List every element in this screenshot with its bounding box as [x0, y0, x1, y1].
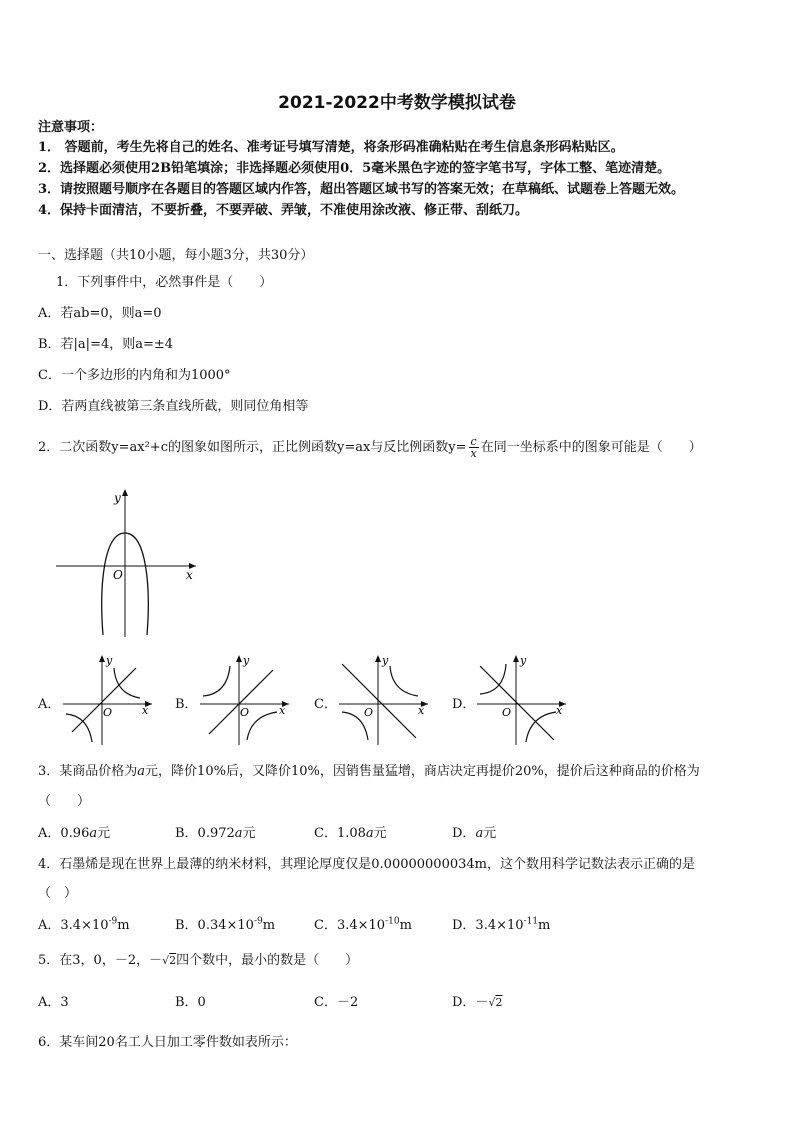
x-axis-label: x: [186, 568, 193, 582]
unit-m: m: [538, 918, 551, 933]
question-1-stem: 1．下列事件中，必然事件是（ ）: [56, 275, 273, 290]
notice-item: 3．请按照题号顺序在各题目的答题区域内作答，超出答题区域书写的答案无效；在草稿纸、试题卷上答题无效。: [38, 182, 685, 197]
origin-label: O: [502, 706, 512, 719]
unit-m: m: [399, 918, 412, 933]
fraction-denominator: x: [470, 447, 477, 460]
x-axis-label: x: [556, 704, 563, 717]
q3-stem-part-b: 元，降价10%后，又降价10%，因销售量猛增，商店决定再提价20%，提价后这种商品的价格为: [145, 764, 700, 779]
hyperbola-branch: [66, 714, 92, 742]
hyperbola-branch: [114, 668, 140, 698]
q5-option-c: C．－2: [314, 995, 359, 1010]
x-axis-label: x: [418, 704, 425, 717]
notice-item: 1． 答题前，考生先将自己的姓名、准考证号填写清楚，将条形码准确粘贴在考生信息条形码粘贴区。: [38, 140, 624, 155]
page-title: 2021-2022中考数学模拟试卷: [278, 93, 516, 113]
unit-yuan: 元: [483, 826, 497, 841]
variable-a: a: [475, 826, 484, 841]
y-axis-arrow: [236, 655, 242, 662]
y-axis-label: y: [106, 654, 113, 667]
origin-label: O: [240, 706, 250, 719]
section-heading: 一、选择题（共10小题，每小题3分，共30分）: [38, 248, 314, 263]
q4-option-d: [452, 914, 550, 933]
y-axis-label: y: [114, 491, 121, 505]
q4-option-c: [314, 914, 412, 933]
q3-stem-part-a: 3．某商品价格为: [38, 764, 138, 779]
y-axis-arrow: [513, 655, 519, 662]
q3-option-b: [175, 822, 256, 841]
question-6-stem: 6．某车间20名工人日加工零件数如表所示：: [38, 1035, 297, 1050]
parabola-graph: [50, 485, 200, 645]
q5-option-b: B．0: [175, 995, 206, 1010]
exponent: -9: [253, 916, 263, 927]
q2-option-b-graph: [197, 652, 292, 747]
sqrt-radicand: 2: [169, 954, 177, 967]
q2-stem-part-b: 在同一坐标系中的图象可能是（ ）: [480, 440, 702, 455]
q3-option-a-value: A．0.96: [38, 826, 90, 841]
y-axis-arrow: [375, 655, 381, 662]
sqrt-two: √2: [488, 996, 503, 1009]
q4-answer-paren: （ ）: [38, 886, 78, 901]
y-axis-label: y: [243, 654, 250, 667]
hyperbola-branch: [247, 712, 277, 740]
variable-a: a: [89, 826, 98, 841]
hyperbola-branch: [390, 666, 418, 696]
exponent: -10: [385, 916, 400, 927]
line-graph: [342, 664, 416, 738]
line-graph: [209, 670, 273, 734]
q5-stem-part-b: 四个数中，最小的数是（ ）: [176, 953, 359, 968]
notice-heading: 注意事项：: [38, 120, 104, 135]
exponent: -11: [523, 916, 539, 927]
question-3-stem: [38, 760, 700, 779]
q3-option-a: [38, 822, 110, 841]
q5-option-d: [452, 991, 502, 1010]
notice-item: 2．选择题必须使用2B铅笔填涂；非选择题必须使用0．5毫米黑色字迹的签字笔书写，字体工整、笔迹清楚。: [38, 161, 671, 176]
q5-option-a: A．3: [38, 995, 69, 1010]
y-axis-arrow: [122, 489, 128, 496]
q2-option-c-graph: [336, 652, 431, 747]
q4-option-a: [38, 914, 130, 933]
q4-option-d-base: D．3.4×10: [452, 918, 524, 933]
variable-a: a: [365, 826, 374, 841]
x-axis-label: x: [142, 704, 149, 717]
q4-option-b-base: B．0.34×10: [175, 918, 254, 933]
q3-option-d: [452, 822, 496, 841]
unit-yuan: 元: [97, 826, 111, 841]
q1-option-c: C．一个多边形的内角和为1000°: [38, 368, 231, 383]
q2-option-a-graph: [60, 652, 155, 747]
line-graph: [72, 668, 136, 732]
question-4-stem: 4．石墨烯是现在世界上最薄的纳米材料，其理论厚度仅是0.00000000034m，这个数用科学记数法表示正确的是: [38, 857, 695, 872]
exponent: -9: [108, 916, 118, 927]
q2-option-d-graph: [474, 652, 569, 747]
sqrt-two: √2: [162, 954, 177, 967]
question-5-stem: [38, 949, 358, 968]
q3-answer-paren: （ ）: [38, 794, 91, 809]
q2-option-d-label: D．: [452, 697, 476, 712]
q3-option-d-value: D．: [452, 826, 476, 841]
unit-m: m: [117, 918, 130, 933]
q5-option-d-value: D．－: [452, 995, 489, 1010]
q4-option-a-base: A．3.4×10: [38, 918, 109, 933]
line-graph: [480, 666, 554, 740]
y-axis-label: y: [382, 654, 389, 667]
q3-option-c-value: C．1.08: [314, 826, 366, 841]
origin-label: O: [364, 706, 374, 719]
sqrt-radicand: 2: [495, 996, 503, 1009]
q2-stem-part-a: 2．二次函数y=ax²+c的图象如图所示，正比例函数y=ax与反比例函数y=: [38, 440, 467, 455]
y-axis-arrow: [99, 655, 105, 662]
question-2-stem: [38, 436, 702, 459]
q4-option-b: [175, 914, 275, 933]
origin-label: O: [103, 706, 113, 719]
q1-option-d: D．若两直线被第三条直线所截，则同位角相等: [38, 399, 309, 414]
q5-stem-part-a: 5．在3，0，－2，－: [38, 953, 163, 968]
q2-option-a-label: A．: [38, 697, 61, 712]
q3-option-c: [314, 822, 387, 841]
origin-label: O: [113, 568, 123, 582]
fraction-c-over-x: [469, 436, 479, 459]
q4-option-c-base: C．3.4×10: [314, 918, 386, 933]
q1-option-a: A．若ab=0，则a=0: [38, 306, 162, 321]
q2-option-b-label: B．: [175, 697, 198, 712]
unit-yuan: 元: [373, 826, 387, 841]
hyperbola-branch: [203, 666, 230, 696]
unit-yuan: 元: [242, 826, 256, 841]
q2-option-c-label: C．: [314, 697, 337, 712]
variable-a: a: [234, 826, 243, 841]
variable-a: a: [137, 764, 146, 779]
q1-option-b: B．若|a|=4，则a=±4: [38, 337, 174, 352]
q3-option-b-value: B．0.972: [175, 826, 235, 841]
unit-m: m: [262, 918, 276, 933]
x-axis-label: x: [279, 704, 286, 717]
fraction-numerator: c: [469, 436, 479, 448]
notice-item: 4．保持卡面清洁，不要折叠，不要弄破、弄皱，不准使用涂改液、修正带、刮纸刀。: [38, 203, 529, 218]
y-axis-label: y: [520, 654, 527, 667]
